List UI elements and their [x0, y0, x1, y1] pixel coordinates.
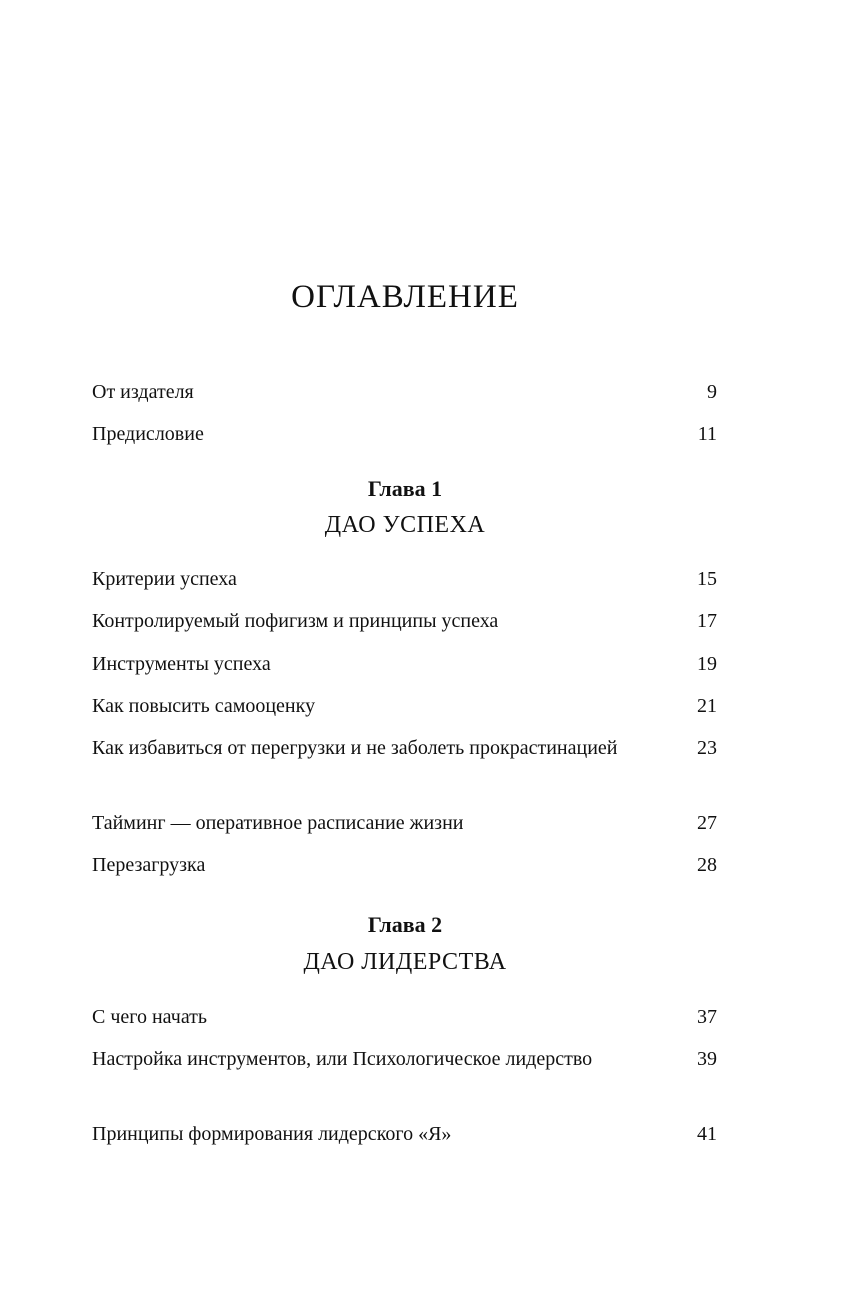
toc-entry-label: Предисловие [92, 423, 204, 445]
chapter-number: Глава 2 [367, 912, 443, 937]
toc-entry [92, 648, 717, 681]
toc-entry-page: 15 [697, 568, 717, 590]
toc-entry-label: От издателя [92, 381, 194, 403]
toc-entry [92, 418, 717, 451]
toc-entry [92, 1001, 717, 1034]
toc-entry [92, 732, 717, 765]
toc-entry-page: 39 [697, 1048, 717, 1070]
toc-entry [92, 849, 717, 882]
chapter-title: ДАО ЛИДЕРСТВА [303, 949, 507, 975]
chapter-title: ДАО УСПЕХА [324, 512, 486, 538]
toc-entry-label: Как повысить самооценку [92, 695, 316, 717]
toc-entry-label: Принципы формирования лидерского «Я» [92, 1123, 452, 1145]
toc-entry [92, 807, 717, 840]
toc-entry-label: Настройка инструментов, или Психологическое лидерство [92, 1048, 593, 1070]
toc-entry-page: 17 [697, 610, 717, 632]
toc-entry-label: Перезагрузка [92, 854, 206, 876]
toc-entry-page: 37 [697, 1006, 717, 1028]
chapter-number: Глава 1 [367, 476, 443, 501]
toc-entry [92, 1043, 717, 1076]
toc-entry-page: 28 [697, 854, 717, 876]
toc-entry-page: 19 [697, 653, 717, 675]
toc-entry-page: 11 [697, 423, 717, 445]
toc-entry [92, 690, 717, 723]
toc-entry-label: Контролируемый пофигизм и принципы успеха [92, 610, 499, 632]
toc-entry-page: 23 [697, 737, 717, 759]
toc-entry-label: С чего начать [92, 1006, 208, 1028]
toc-entry-page: 9 [707, 381, 717, 403]
toc-entry-page: 21 [697, 695, 717, 717]
toc-entry [92, 563, 717, 596]
toc-entry-label: Критерии успеха [92, 568, 237, 590]
toc-entry-label: Инструменты успеха [92, 653, 271, 675]
toc-entry-page: 27 [697, 812, 717, 834]
toc-entry [92, 605, 717, 638]
toc-entry-page: 41 [697, 1123, 717, 1145]
toc-entry [92, 1118, 717, 1151]
page-title: ОГЛАВЛЕНИЕ [291, 279, 519, 315]
toc-entry-label: Как избавиться от перегрузки и не заболеть прокрастинацией [92, 737, 618, 759]
toc-entry [92, 376, 717, 409]
toc-entry-label: Тайминг — оперативное расписание жизни [92, 812, 464, 834]
